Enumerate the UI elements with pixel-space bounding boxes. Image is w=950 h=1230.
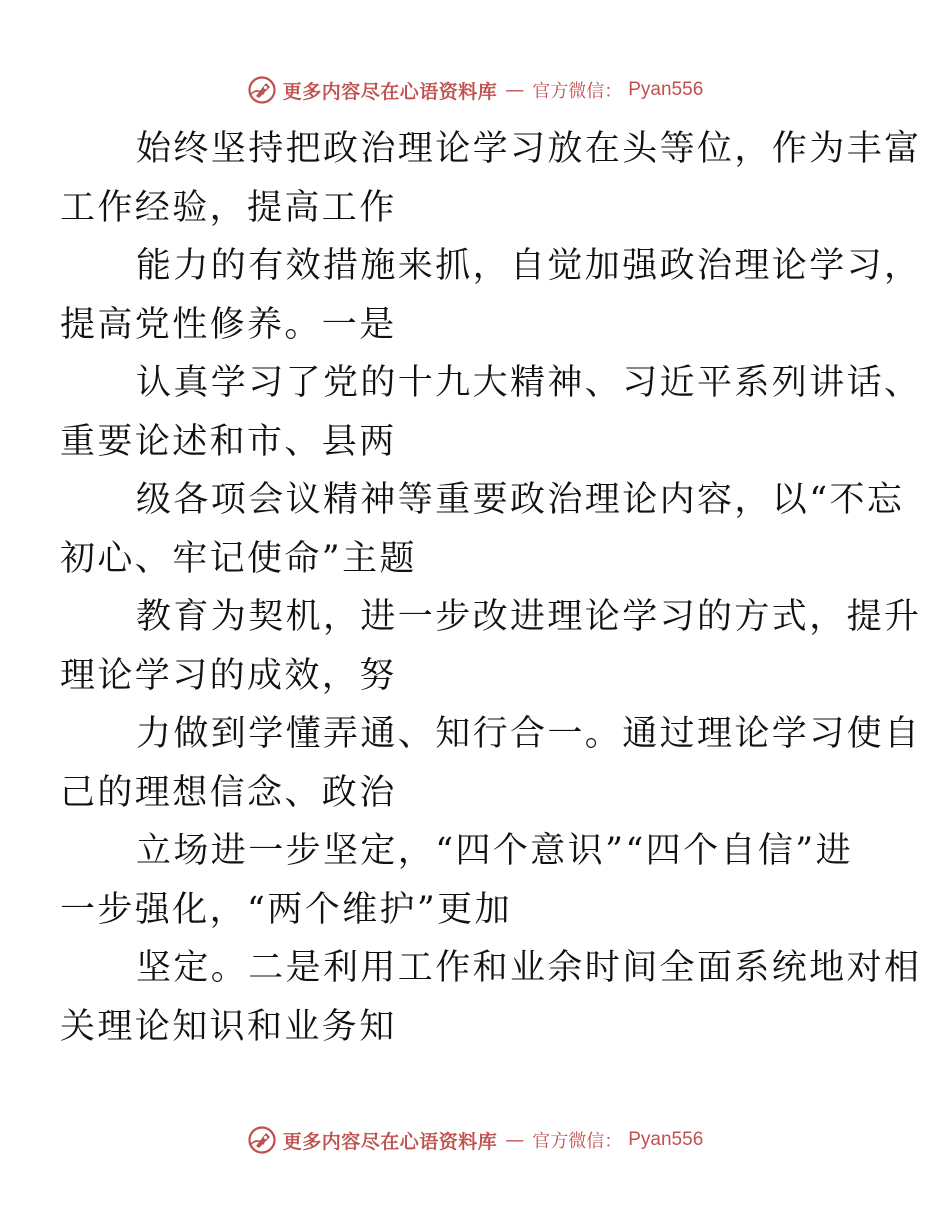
header-brand xyxy=(247,75,704,105)
paragraph-2 xyxy=(60,237,922,354)
paragraph-3 xyxy=(60,354,922,471)
page-header xyxy=(0,70,950,110)
paragraph-8 xyxy=(60,939,922,1056)
paragraph-line: 关理论知识和业务知 xyxy=(60,1006,397,1047)
paragraph-line: 重要论述和市、县两 xyxy=(60,421,397,462)
footer-brand xyxy=(247,1125,704,1155)
paragraph-line: 己的理想信念、政治 xyxy=(60,772,397,813)
paragraph-line: 初心、牢记使命”主题 xyxy=(60,538,417,579)
header-separator: — xyxy=(505,79,525,101)
paragraph-line: 工作经验，提高工作 xyxy=(60,187,397,228)
paragraph-line: 级各项会议精神等重要政治理论内容，以“不忘 xyxy=(136,480,905,520)
paragraph-line: 一步强化，“两个维护”更加 xyxy=(60,889,512,930)
document-body xyxy=(60,120,922,1056)
header-wechat-label: 官方微信： xyxy=(532,81,623,102)
header-wechat-handle: Pyan556 xyxy=(628,79,704,100)
paragraph-1 xyxy=(60,120,922,237)
paragraph-line: 坚定。二是利用工作和业余时间全面系统地对相 xyxy=(136,948,922,988)
paragraph-line: 立场进一步坚定，“四个意识”“四个自信”进 xyxy=(136,831,853,871)
paragraph-7 xyxy=(60,822,858,939)
paragraph-line: 理论学习的成效，努 xyxy=(60,655,397,696)
footer-wechat-label: 官方微信： xyxy=(532,1131,623,1152)
paragraph-4 xyxy=(60,471,905,588)
paragraph-6 xyxy=(60,705,922,822)
paragraph-line: 认真学习了党的十九大精神、习近平系列讲话、 xyxy=(136,363,922,403)
paragraph-line: 教育为契机，进一步改进理论学习的方式，提升 xyxy=(136,597,922,637)
header-site-name: 更多内容尽在心语资料库 xyxy=(282,80,498,103)
pen-nib-circle-icon xyxy=(247,75,277,105)
footer-site-name: 更多内容尽在心语资料库 xyxy=(282,1130,498,1153)
paragraph-line: 力做到学懂弄通、知行合一。通过理论学习使自 xyxy=(136,714,922,754)
footer-separator: — xyxy=(505,1129,525,1151)
pen-nib-circle-icon xyxy=(247,1125,277,1155)
paragraph-5 xyxy=(60,588,922,705)
paragraph-line: 提高党性修养。一是 xyxy=(60,304,397,345)
page-footer xyxy=(0,1120,950,1160)
footer-wechat-handle: Pyan556 xyxy=(628,1129,704,1150)
paragraph-line: 始终坚持把政治理论学习放在头等位，作为丰富 xyxy=(136,129,922,169)
paragraph-line: 能力的有效措施来抓，自觉加强政治理论学习， xyxy=(136,246,922,286)
